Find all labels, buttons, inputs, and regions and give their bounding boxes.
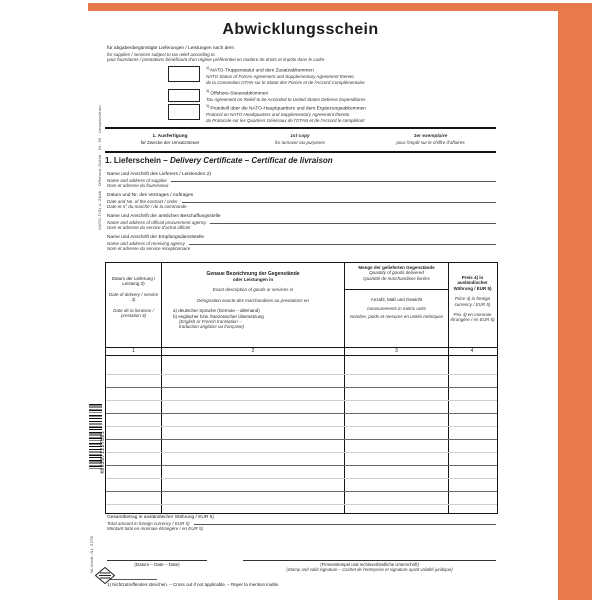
stamp-caption-en-fr: (Stamp and valid signature – Cachet de l'entreprise et signature ayant validité juridique) <box>286 567 453 573</box>
col-label-units-en: measurements in metric units <box>367 305 426 311</box>
agreement-label-de: $^{1)}$NATO-Truppenstatut und dem Zusatzabkommen <box>206 66 314 74</box>
col-label-de: Genaue Bezeichnung der Gegenstände <box>206 271 300 277</box>
page-subtitle <box>107 46 467 62</box>
col-label-en: Quantity of goods delivered <box>369 270 424 276</box>
agreement-label-fr: du Protocole sur les Quartiers Généraux de l'OTAN et de l'Accord le complétant <box>206 117 365 123</box>
signature-write-line[interactable] <box>243 560 496 561</box>
agreement-label-en: NATO Status of Forces Agreement and Supplementary Agreement thereto <box>206 74 354 80</box>
field-procurement-agency <box>107 214 496 230</box>
copy-designation-en <box>235 134 365 145</box>
col-header-description <box>163 263 343 355</box>
field-label-de: Datum und Nr. des Vertrages / Auftrages <box>107 193 194 198</box>
table-row-line <box>106 491 497 492</box>
total-label-fr: Montant total en monnaie étrangère / en EUR 5) <box>107 525 204 531</box>
field-receiving-agency <box>107 235 496 251</box>
receiving-write-line[interactable] <box>189 244 496 245</box>
table-grid-line <box>161 263 162 513</box>
nato-sofa-checkbox[interactable] <box>168 66 200 82</box>
orange-border-right <box>558 3 592 600</box>
col-label-fr: Quantité de marchandises livrées <box>363 275 430 281</box>
subtitle-de: für abgabenbegünstigte Lieferungen / Leistungen nach dem <box>107 46 234 51</box>
field-label-de: Name und Anschrift der Empfangsdienststelle <box>107 235 205 240</box>
footnote-ref: 1) <box>206 66 210 70</box>
agreement-label-de: $^{1)}$Protokoll über die NATO-Hauptquartiere und dem Ergänzungsabkommen <box>206 104 366 112</box>
table-row-line <box>106 400 497 401</box>
field-label-en: Date and No. of the contract / order <box>107 198 178 204</box>
copy-purpose: for turnover tax purposes <box>274 139 326 145</box>
col-header-quantity <box>346 263 447 347</box>
col-label-units-fr: Nombre, poids et mesures en unités métriques <box>349 313 444 319</box>
table-grid-line <box>344 263 345 513</box>
margin-side-text: NATO-TrSt u. ZAbk · Offshore-StAbk · Gr. 95 · Umsatzsteuer <box>97 104 102 230</box>
col-number-4: 4 <box>470 348 474 354</box>
col-label-units-de: Anzahl, Maß und Gewicht <box>370 297 423 303</box>
subtitle-fr: pour fournitures / prestations bénéficiant d'un régime préférentiel en matière de droits et impôts dans le cadre <box>107 56 325 62</box>
field-label-de: Name und Anschrift der amtlichen Beschaffungsstelle <box>107 214 221 219</box>
field-contract <box>107 193 496 209</box>
agreement-item-nato-sofa <box>168 66 468 85</box>
field-label-en: Name and address of receiving agency <box>107 240 186 246</box>
publisher-logo-icon <box>95 567 115 584</box>
table-row-line <box>106 387 497 388</box>
goods-table <box>105 262 498 514</box>
footnote-text: 1) Nichtzutreffendes streichen. – Cross out if not applicable. – Rayer la mention inutile. <box>107 582 280 587</box>
col-label-de: Preis 4) in ausländischer Währung / EUR 5) <box>453 275 492 291</box>
col-label-fr: Désignation exacte des marchandises ou prestations en <box>197 297 309 303</box>
field-supplier <box>107 172 496 188</box>
table-row-line <box>106 478 497 479</box>
procurement-write-line[interactable] <box>210 223 496 224</box>
col-label-de2: oder Leistungen in <box>232 277 274 282</box>
field-label-fr: Nom et adresse du service réceptionnaire <box>107 245 191 251</box>
offshore-checkbox[interactable] <box>168 89 200 102</box>
total-label-de: Gesamtbetrag in ausländischer Währung / EUR 5) <box>107 515 214 520</box>
orange-border-top <box>88 3 592 11</box>
section-heading-translations: – Delivery Certificate – Certificat de livraison <box>163 156 333 165</box>
agreement-label-de: $^{1)}$Offshore-Steuerabkommen <box>206 89 269 97</box>
contract-write-line[interactable] <box>182 202 496 203</box>
field-label-fr: Nom et adresse du fournisseur <box>107 182 169 188</box>
col-label-en: Price 4) in foreign currency / EUR 5) <box>454 296 491 307</box>
table-row-line <box>106 426 497 427</box>
agreement-item-nato-hq <box>168 104 468 123</box>
stamp-caption-de: (Firmenstempel und rechtsverbindliche Unterschrift) <box>320 562 419 567</box>
col-number-2: 2 <box>251 348 255 354</box>
footnote-ref: 1) <box>206 89 210 93</box>
field-label-en: Name and address of official procurement agency <box>107 219 207 225</box>
col-label-fr: Prix 4) en monnaie étrangère / en EUR 5) <box>450 311 495 323</box>
agreement-item-offshore <box>168 89 468 103</box>
agreement-label-fr: de la Convention OTAN sur le Statut des Forces et de l'Accord Complémentaire <box>206 79 365 85</box>
copy-designation-de <box>105 134 235 145</box>
table-grid-line <box>448 263 449 513</box>
col-label-en: Exact description of goods or services in <box>212 287 294 293</box>
table-grid-line <box>106 355 497 356</box>
field-label-fr: Nom et adresse du service d'achat officiel <box>107 224 191 230</box>
field-label-en: Name and address of supplier <box>107 177 168 183</box>
copy-number: 1er exemplaire <box>413 134 448 139</box>
footnote-ref: 1) <box>206 104 210 108</box>
field-label-de: Name und Anschrift des Lieferers / Leistenden 2) <box>107 172 211 177</box>
copy-number: 1st copy <box>290 134 310 139</box>
form-number: W-Vordr.-Nr. 2278 <box>89 535 94 573</box>
copy-designation-fr <box>365 134 496 145</box>
table-row-line <box>106 452 497 453</box>
date-caption: (Datum – Date – Date) <box>134 562 180 567</box>
divider-rule <box>105 151 496 153</box>
total-write-line[interactable] <box>194 524 496 525</box>
copy-purpose: pour l'impôt sur le chiffre d'affaires <box>396 139 465 145</box>
col-label-de: Datum der Lieferung / Leistung 3) <box>111 276 156 287</box>
col-label-lang-b-en: (English or French translation – <box>179 318 242 324</box>
col-label-en: Date of delivery / service 3) <box>108 291 159 303</box>
table-row-line <box>106 504 497 505</box>
col-header-date <box>107 263 160 360</box>
total-amount-block <box>107 515 496 531</box>
col-label-lang-b: b) englischer bzw. französischer Übersetzung <box>173 313 264 319</box>
col-header-price <box>450 263 495 359</box>
field-label-fr: Date et n° du marché / de la commande <box>107 203 187 209</box>
stamp-caption <box>243 562 496 572</box>
col-number-1: 1 <box>132 348 135 354</box>
barcode-number: 4002871227805 <box>100 430 106 474</box>
col-number-3: 3 <box>395 348 398 354</box>
date-write-line[interactable] <box>107 560 207 561</box>
col-label-de: Menge der gelieferten Gegenstände <box>358 265 435 270</box>
col-label-lang-a: a) deutscher Sprache (German – allemand) <box>173 308 260 314</box>
section-heading <box>105 156 333 165</box>
total-label-en: Total amount in foreign currency / EUR 5) <box>107 520 190 526</box>
table-row-line <box>106 465 497 466</box>
col-label-fr: Date de la livraison / prestation 3) <box>113 307 154 318</box>
subtitle-en: for supplies / services subject to tax relief according to <box>107 51 215 57</box>
copy-number: 1. Ausfertigung <box>152 134 188 139</box>
copy-purpose: für Zwecke der Umsatzsteuer <box>140 139 200 145</box>
divider-rule <box>105 127 496 129</box>
section-heading-de: 1. Lieferschein <box>105 156 162 165</box>
agreement-label-en: Tax Agreement on Relief to be Accorded to United States Defense Expenditures <box>206 97 366 103</box>
supplier-write-line[interactable] <box>171 181 496 182</box>
page-title: Abwicklungsschein <box>222 21 379 38</box>
col-label-lang-b-fr: traduction anglaise ou française) <box>179 324 245 330</box>
nato-hq-checkbox[interactable] <box>168 104 200 120</box>
table-row-line <box>106 413 497 414</box>
table-row-line <box>106 439 497 440</box>
table-row-line <box>106 374 497 375</box>
agreement-label-en: Protocol on NATO Headquarters and Supplementary Agreement thereto <box>206 112 350 118</box>
